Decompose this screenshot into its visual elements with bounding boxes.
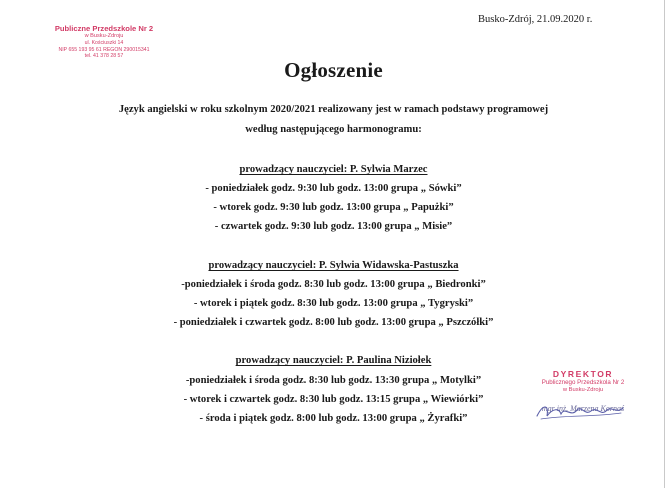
intro-line-1: Język angielski w roku szkolnym 2020/2021 realizowany jest w ramach podstawy programowej (118, 104, 549, 115)
stamp-name: Publiczne Przedszkole Nr 2 (54, 24, 154, 33)
schedule-row: - środa i piątek godz. 8:00 lub godz. 13:00 grupa „ Żyrafki” (199, 413, 468, 424)
schedule-row: - wtorek godz. 9:30 lub godz. 13:00 grupa „ Papużki” (213, 202, 454, 213)
schedule-row: -poniedziałek i środa godz. 8:30 lub godz. 13:30 grupa „ Motylki” (185, 375, 482, 386)
schedule-row: - czwartek godz. 9:30 lub godz. 13:00 grupa „ Misie” (214, 221, 453, 232)
signature-role: DYREKTOR (552, 369, 614, 379)
stamp-city: w Busku-Zdroju (84, 33, 124, 39)
school-stamp (44, 24, 164, 60)
signature-name: mgr inż. Marzena Kornaś (541, 404, 625, 413)
document-title: Ogłoszenie (284, 58, 383, 82)
schedule-row: -poniedziałek i środa godz. 8:30 lub godz. 13:00 grupa „ Biedronki” (181, 279, 486, 290)
intro-line-2: według następującego harmonogramu: (245, 124, 422, 135)
schedule-row: - poniedziałek godz. 9:30 lub godz. 13:00 grupa „ Sówki” (205, 183, 462, 194)
handwritten-signature (535, 402, 627, 422)
stamp-phone: tel. 41 378 28 57 (84, 53, 124, 60)
teacher-heading-3: prowadzący nauczyciel: P. Paulina Niziołek (235, 355, 432, 366)
schedule-row: - wtorek i czwartek godz. 8:30 lub godz. 13:15 grupa „ Wiewiórki” (183, 394, 484, 405)
stamp-street: ul. Kościuszki 14 (84, 40, 124, 46)
teacher-heading-2: prowadzący nauczyciel: P. Sylwia Widawska-Pastuszka (208, 260, 459, 271)
schedule-row: - wtorek i piątek godz. 8:30 lub godz. 13:00 grupa „ Tygryski” (193, 298, 474, 309)
schedule-row: - poniedziałek i czwartek godz. 8:00 lub godz. 13:00 grupa „ Pszczółki” (173, 317, 494, 328)
signature-city: w Busku-Zdroju (562, 387, 604, 393)
stamp-ids: NIP 655 193 95 61 REGON 290015341 (58, 46, 150, 53)
signature-org: Publicznego Przedszkola Nr 2 (541, 379, 625, 386)
document-date: Busko-Zdrój, 21.09.2020 r. (478, 14, 593, 25)
teacher-heading-1: prowadzący nauczyciel: P. Sylwia Marzec (239, 164, 428, 175)
